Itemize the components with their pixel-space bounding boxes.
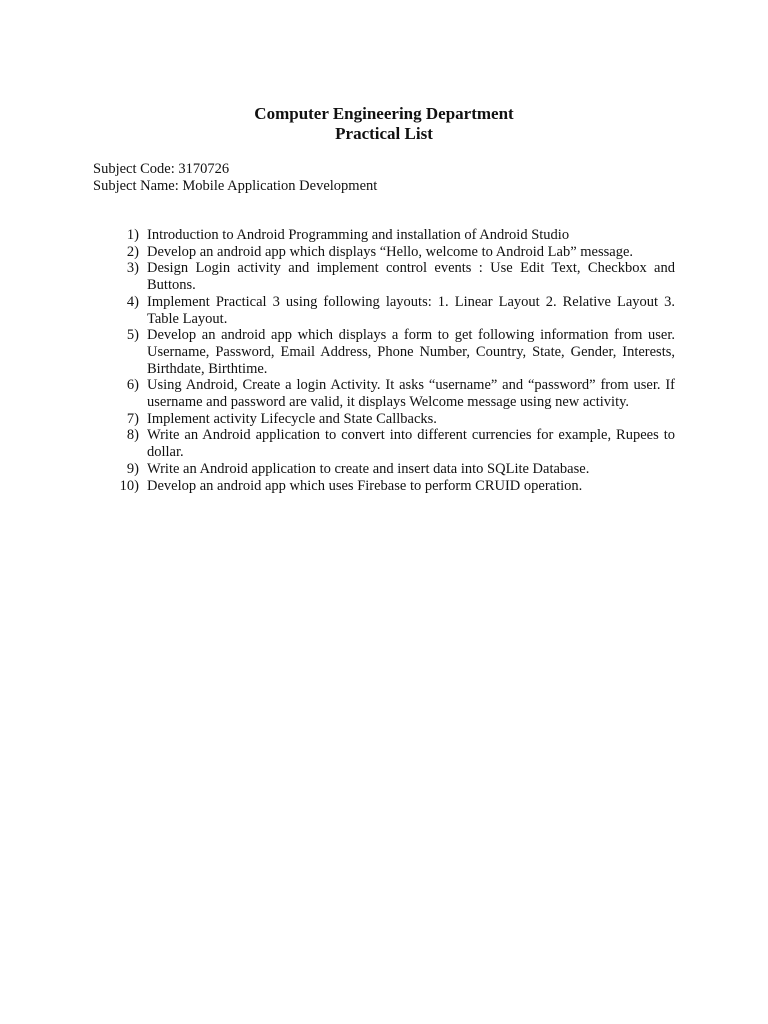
practical-item	[108, 411, 675, 428]
practical-text: Develop an android app which displays “Hello, welcome to Android Lab” message.	[147, 243, 634, 260]
practical-list-title: Practical List	[335, 124, 433, 143]
practical-number: 7)	[126, 410, 139, 427]
practical-text: Introduction to Android Programming and installation of Android Studio	[147, 227, 570, 243]
practical-text: Write an Android application to convert into different currencies for example, Rupees to dollar.	[147, 427, 675, 461]
practical-item	[108, 377, 675, 410]
practical-number: 5)	[126, 327, 139, 344]
practical-text: Develop an android app which uses Firebase to perform CRUID operation.	[147, 477, 583, 494]
subject-info	[93, 161, 377, 194]
practical-list	[108, 227, 675, 494]
practical-item	[108, 294, 675, 327]
practical-text: Implement Practical 3 using following layouts: 1. Linear Layout 2. Relative Layout 3. Table Layout.	[147, 293, 675, 327]
practical-number: 10)	[119, 477, 139, 494]
practical-item	[108, 427, 675, 460]
practical-text: Using Android, Create a login Activity. It asks “username” and “password” from user. If username and password are valid, it displays Welcome message using new activity.	[147, 377, 675, 411]
practical-number: 2)	[126, 243, 139, 260]
practical-item	[108, 227, 675, 244]
practical-item	[108, 260, 675, 293]
practical-number: 4)	[126, 293, 139, 310]
practical-text: Implement activity Lifecycle and State Callbacks.	[147, 410, 437, 427]
practical-number: 9)	[126, 460, 139, 477]
practical-number: 3)	[126, 260, 139, 277]
subject-name: Subject Name: Mobile Application Development	[93, 177, 378, 194]
practical-text: Write an Android application to create and insert data into SQLite Database.	[147, 460, 590, 477]
practical-text: Develop an android app which displays a form to get following information from user. Username, Password, Email Address, Phone Number, Country, State, Gender, Interests, Birthdate, Birthtime.	[147, 327, 675, 377]
practical-number: 8)	[126, 427, 139, 444]
practical-item	[108, 461, 675, 478]
subject-code: Subject Code: 3170726	[93, 161, 230, 177]
practical-number: 6)	[126, 377, 139, 394]
practical-text: Design Login activity and implement control events : Use Edit Text, Checkbox and Buttons.	[147, 260, 675, 294]
practical-item	[108, 478, 675, 495]
practical-item	[108, 327, 675, 377]
practical-number: 1)	[126, 227, 139, 243]
practical-item	[108, 244, 675, 261]
department-heading: Computer Engineering Department	[254, 104, 514, 123]
